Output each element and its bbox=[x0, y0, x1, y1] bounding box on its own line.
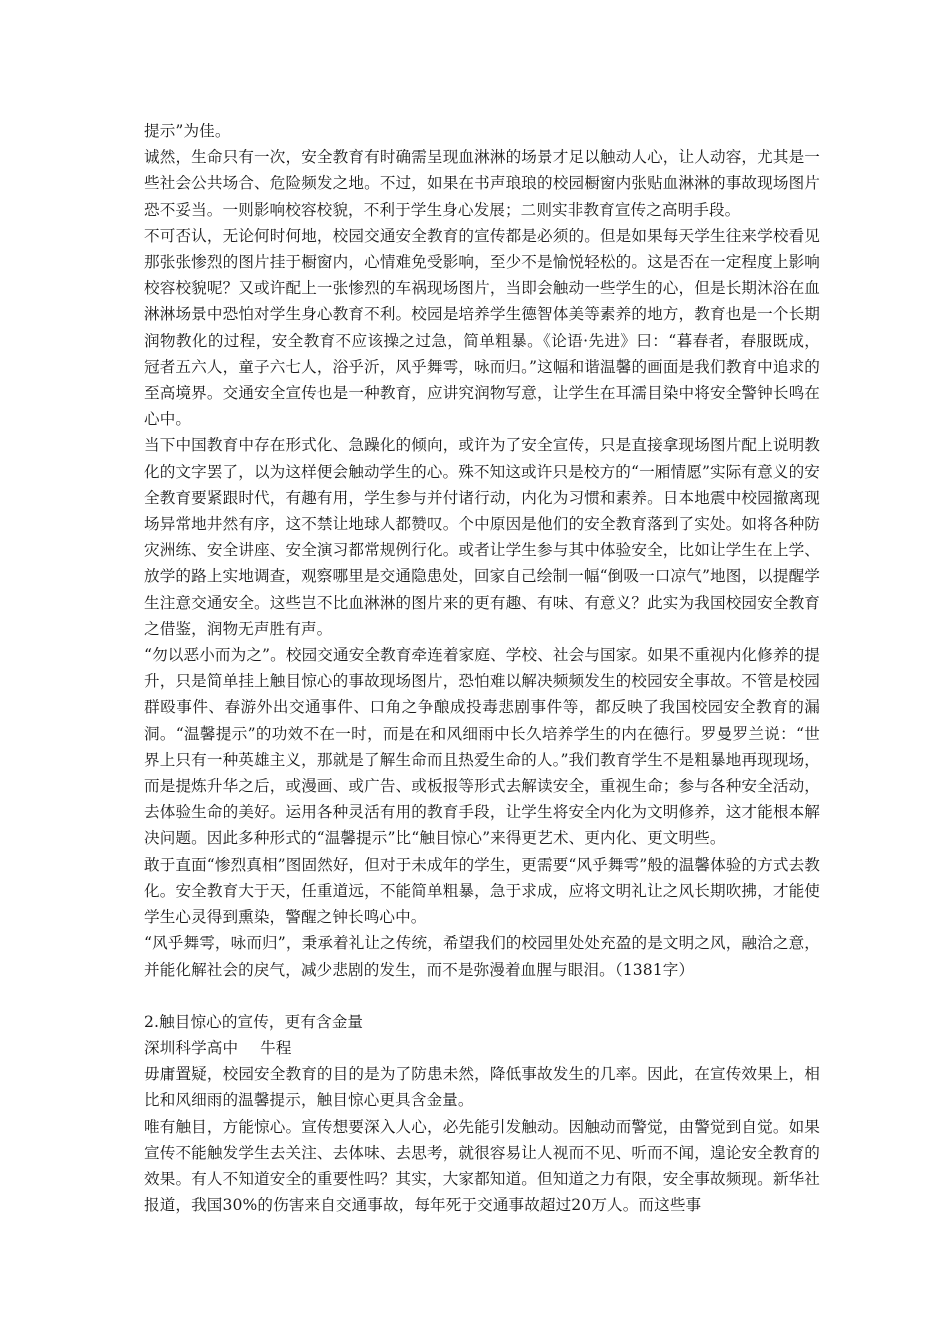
blank-line bbox=[144, 983, 820, 1009]
paragraph: 提示”为佳。 bbox=[144, 122, 231, 140]
paragraph: 诚然，生命只有一次，安全教育有时确需呈现血淋淋的场景才足以触动人心，让人动容，尤其是一些社会公共场合、危险频发之地。不过，如果在书声琅琅的校园橱窗内张贴血淋淋的事故现场图片恐不妥当。一则影响校容校貌，不利于学生身心发展；二则实非教育宣传之高明手段。 bbox=[144, 148, 820, 219]
paragraph: 唯有触目，方能惊心。宣传想要深入人心，必先能引发触动。因触动而警觉，由警觉到自觉。如果宣传不能触发学生去关注、去体味、去思考，就很容易让人视而不见、听而不闻，遑论安全教育的效果。有人不知道安全的重要性吗？其实，大家都知道。但知道之力有限，安全事故频现。新华社报道，我国30%的伤害来自交通事故，每年死于交通事故超过20万人。而这些事 bbox=[144, 1117, 820, 1215]
paragraph: “勿以恶小而为之”。校园交通安全教育牵连着家庭、学校、社会与国家。如果不重视内化修养的提升，只是简单挂上触目惊心的事故现场图片，恐怕难以解决频频发生的校园安全事故。不管是校园群殴事件、春游外出交通事件、口角之争酿成投毒悲剧事件等，都反映了我国校园安全教育的漏洞。“温馨提示”的功效不在一时，而是在和风细雨中长久培养学生的内在德行。罗曼罗兰说：“世界上只有一种英雄主义，那就是了解生命而且热爱生命的人。”我们教育学生不是粗暴地再现现场，而是提炼升华之后，或漫画、或广告、或板报等形式去解读安全，重视生命；参与各种安全活动，去体验生命的美好。运用各种灵活有用的教育手段，让学生将安全内化为文明修养，这才能根本解决问题。因此多种形式的“温馨提示”比“触目惊心”来得更艺术、更内化、更文明些。 bbox=[144, 646, 820, 848]
paragraph: 不可否认，无论何时何地，校园交通安全教育的宣传都是必须的。但是如果每天学生往来学校看见那张张惨烈的图片挂于橱窗内，心情难免受影响，至少不是愉悦轻松的。这是否在一定程度上影响校容校貌呢？又或许配上一张惨烈的车祸现场图片，当即会触动一些学生的心，但是长期沐浴在血淋淋场景中恐怕对学生身心教育不利。校园是培养学生德智体美等素养的地方，教育也是一个长期润物教化的过程，安全教育不应该操之过急，简单粗暴。《论语·先进》曰：“暮春者，春服既成，冠者五六人，童子六七人，浴乎沂，风乎舞雩，咏而归。”这幅和谐温馨的画面是我们教育中追求的至高境界。交通安全宣传也是一种教育，应讲究润物写意，让学生在耳濡目染中将安全警钟长鸣在心中。 bbox=[144, 226, 820, 429]
author-name: 牛程 bbox=[260, 1038, 292, 1057]
document-page bbox=[144, 118, 820, 1218]
paragraph: “风乎舞雩，咏而归”，秉承着礼让之传统，希望我们的校园里处处充盈的是文明之风，融洽之意，并能化解社会的戾气，减少悲剧的发生，而不是弥漫着血腥与眼泪。（1381字） bbox=[144, 934, 820, 979]
section-title: 2.触目惊心的宣传，更有含金量 bbox=[144, 1012, 364, 1031]
author-school: 深圳科学高中 bbox=[144, 1038, 239, 1057]
paragraph: 当下中国教育中存在形式化、急躁化的倾向，或许为了安全宣传，只是直接拿现场图片配上说明教化的文字罢了，以为这样便会触动学生的心。殊不知这或许只是校方的“一厢情愿”实际有意义的安全教育要紧跟时代，有趣有用，学生参与并付诸行动，内化为习惯和素养。日本地震中校园撤离现场异常地井然有序，这不禁让地球人都赞叹。个中原因是他们的安全教育落到了实处。如将各种防灾洲练、安全讲座、安全演习都常规例行化。或者让学生参与其中体验安全，比如让学生在上学、放学的路上实地调查，观察哪里是交通隐患处，回家自己绘制一幅“倒吸一口凉气”地图，以提醒学生注意交通安全。这些岂不比血淋淋的图片来的更有趣、有味、有意义？此实为我国校园安全教育之借鉴，润物无声胜有声。 bbox=[144, 436, 820, 638]
author-line bbox=[144, 1035, 820, 1061]
paragraph: 敢于直面“惨烈真相”图固然好，但对于未成年的学生，更需要“风乎舞雩”般的温馨体验的方式去教化。安全教育大于天，任重道远，不能简单粗暴，急于求成，应将文明礼让之风长期吹拂，才能使学生心灵得到熏染，警醒之钟长鸣心中。 bbox=[144, 855, 820, 927]
paragraph: 毋庸置疑，校园安全教育的目的是为了防患未然，降低事故发生的几率。因此，在宣传效果上，相比和风细雨的温馨提示，触目惊心更具含金量。 bbox=[144, 1065, 820, 1110]
